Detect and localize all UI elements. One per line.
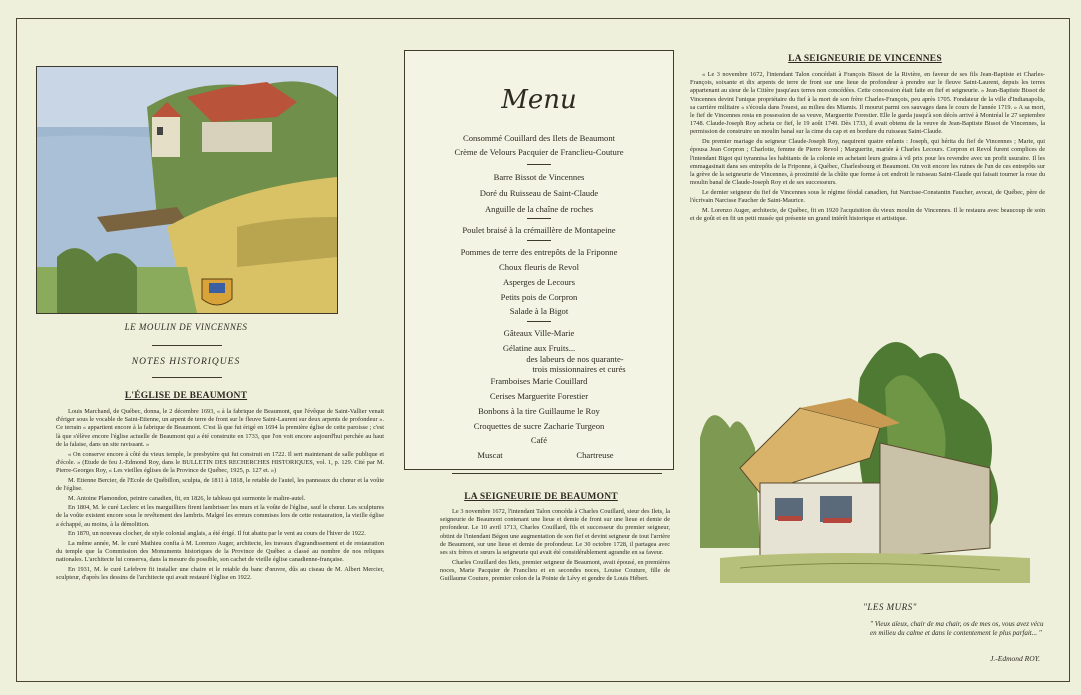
seigneurie-vincennes-text — [690, 71, 1045, 293]
menu-item: Pommes de terre des entrepôts de la Friponne — [460, 247, 618, 257]
menu-title: Menu — [501, 85, 577, 115]
les-murs-drawing — [700, 318, 1040, 593]
les-murs-caption: "LES MURS" — [863, 602, 917, 612]
menu-item: trois missionnaires et curés — [532, 364, 626, 374]
paragraph: En 1804, M. le curé Leclerc et les marguilliers firent lambrisser les murs et la voûte de l'église, sauf le chœur. Les sculptures de la voûte existent encore sous le revêtement des lambris. Malgré les erreurs commises lors de cette restauration, la vieille église a échappé, au moins, à la démolition. — [56, 504, 384, 528]
left-rule-top — [152, 345, 222, 346]
menu-item: Consommé Couillard des Ilets de Beaumont — [462, 133, 616, 143]
les-murs-illustration — [700, 318, 1040, 593]
menu-separator — [527, 321, 551, 322]
paragraph: La même année, M. le curé Mathieu confia à M. Lorenzo Auger, architecte, les travaux d'agrandissement et de restauration du temple que la Commission des Monuments historiques de la Province de Québec a classé au nombre de nos reliques nationales. L'architecte lui conserva, dans la mesure du possible, son cachet de vieille église canadienne-française. — [56, 540, 384, 564]
menu-item: Bonbons à la tire Guillaume le Roy — [478, 406, 600, 416]
menu-item: Doré du Ruisseau de Saint-Claude — [479, 188, 599, 198]
paragraph: « Le 3 novembre 1672, l'intendant Talon concédait à François Bissot de la Rivière, en faveur de ses fils Jean-Baptiste et Charles-François, soixante et dix arpents de terre de front sur une lieue de profondeur à prendre sur le fleuve Saint-Laurent, depuis les terres appartenant au sieur de la Citière jusqu'aux terres non concédées. Cette concession était faite en fief et seigneurie. » Jean-Baptiste Bissot de Vincennes devint l'unique propriétaire du fief à la mort de son frère Charles-François, peu après 1705. Fondateur de la ville d'Indianapolis, sa carrière militaire « s'écoula dans l'ouest, au milieu des Miamis. Il mourut parmi ces sauvages dans le cours de l'année 1719. » A sa mort, le fief de Vincennes resta en possession de sa veuve, Marguerite Forestier. Elle le garda jusqu'à son décès arrivé à Montréal le 27 septembre 1748. Claude-Joseph Roy acheta ce fief, le 19 août 1749. Dès 1733, il avait obtenu de la veuve de Jean-Baptiste Bissot de Vincennes, la permission de construire un moulin banal sur la cime du cap et en bordure du ruisseau Saint-Claude. — [690, 71, 1045, 136]
menu-item: Framboises Marie Couillard — [490, 376, 588, 386]
menu-item: Gélatine aux Fruits... — [502, 343, 576, 353]
moulin-drawing — [37, 67, 337, 313]
eglise-heading: L'ÉGLISE DE BEAUMONT — [124, 391, 248, 401]
menu-item-chartreuse: Chartreuse — [576, 450, 614, 460]
menu-item: Salade à la Bigot — [509, 306, 569, 316]
menu-item: Barre Bissot de Vincennes — [493, 172, 585, 182]
menu-item: Café — [530, 435, 548, 445]
roy-quote-author: J.-Edmond ROY. — [990, 654, 1040, 663]
menu-separator — [527, 240, 551, 241]
paragraph: En 1931, M. le curé Lefebvre fit installer une chaire et le retable du banc d'œuvre, dûs au ciseau de M. Albert Mercier, sculpteur, d'après les dessins de l'architecte qui avait restauré l'église en 1922. — [56, 566, 384, 582]
paragraph: Le dernier seigneur du fief de Vincennes sous le régime féodal canadien, fut Narcisse-Constantin Faucher, avocat, de Québec, père de l'écrivain Narcisse Faucher de Saint-Maurice. — [690, 188, 1045, 205]
paragraph: Louis Marchand, de Québec, donna, le 2 décembre 1693, « à la fabrique de Beaumont, que l'évêque de Saint-Vallier venait d'ériger sous le vocable de Saint-Etienne, un arpent de terre de front sur le fleuve Saint-Laurent sur deux arpents de profondeur ». Ce terrain « appartient encore à la fabrique de Beaumont. C'est là que fut érigé en 1694 la première église de cette paroisse ; c'est là que s'élève encore l'église actuelle de Beaumont qui a été construite en 1733, que l'on voit encore aujourd'hui perchée au haut de la falaise, dans un site ravissant. » — [56, 408, 384, 448]
paragraph: M. Lorenzo Auger, architecte, de Québec, fit en 1920 l'acquisition du vieux moulin de Vincennes. Il le restaura avec beaucoup de soin et de goût et en fit un petit musée qui présente un grand intérêt historique et artistique. — [690, 206, 1045, 222]
notes-title: NOTES HISTORIQUES — [131, 357, 241, 367]
paragraph: « On conserve encore à côté du vieux temple, le presbytère qui fut construit en 1722. Il sert maintenant de salle publique et d'école. » (Etude de feu J.-Edmond Roy, dans le BULLETIN DES RECHERCHES HISTORIQUES, vol. 1, p. 129. Cité par M. Pierre-Georges Roy, « Les vieilles églises de la Province de Québec, 1925, p. 127 et. ») — [56, 450, 384, 474]
menu-item: Anguille de la chaîne de roches — [484, 204, 594, 214]
moulin-illustration — [36, 66, 338, 314]
menu-separator — [527, 218, 551, 219]
menu-item: Cerises Marguerite Forestier — [489, 391, 589, 401]
menu-item: Gâteaux Ville-Marie — [503, 328, 575, 338]
menu-item: Poulet braisé à la crémaillère de Montapeine — [462, 225, 616, 235]
paragraph: Le 3 novembre 1672, l'intendant Talon concéda à Charles Couillard, sieur des Ilets, la seigneurie de Beaumont contenant une lieue et demie de front sur une lieue et demie de profondeur. Le 10 avril 1713, Charles Couillard, fils et successeur du premier seigneur, obtint de l'intendant Bégon une augmentation de son fief et devint seigneur de tout l'arrière de Beaumont, sur une lieue et demie de profondeur. Le 30 octobre 1728, il partagea avec ses six frères et sœurs la seigneurie qui avait été considérablement agrandie en sa faveur. — [440, 508, 670, 557]
paragraph: M. Antoine Plamondon, peintre canadien, fit, en 1826, le tableau qui surmonte le maître-autel. — [68, 494, 306, 502]
paragraph: Charles Couillard des Ilets, premier seigneur de Beaumont, avait épousé, en premières noces, Marie Pacquier de Franclieu et en secondes noces, Louise Couture, fille de Guillaume Couture, premier colon de la Pointe de Lévy et gendre de Louis Hébert. — [440, 558, 670, 583]
menu-item: des labeurs de nos quarante- — [526, 354, 624, 364]
menu-item: Asperges de Lecours — [503, 277, 575, 287]
roy-quote: " Vieux aïeux, chair de ma chair, os de mes os, vous avez vécu en milieu du calme et dans le contentement le plus parfait... " — [870, 620, 1044, 637]
paragraph: M. Etienne Bercier, de l'Ecole de Québillon, sculpta, de 1811 à 1818, le retable de l'autel, les panneaux du chœur et la voûte de l'église. — [56, 476, 384, 492]
seigneurie-beaumont-heading: LA SEIGNEURIE DE BEAUMONT — [464, 492, 618, 502]
menu-box — [404, 50, 674, 470]
paragraph: En 1870, un nouveau clocher, de style colonial anglais, a été érigé. Il fut abattu par le vent au cours de l'hiver de 1922. — [68, 530, 366, 538]
seigneurie-vincennes-heading: LA SEIGNEURIE DE VINCENNES — [788, 54, 942, 64]
menu-separator — [527, 164, 551, 165]
menu-item: Croquettes de sucre Zacharie Turgeon — [473, 421, 605, 431]
middle-rule — [452, 473, 662, 474]
menu-item-muscat: Muscat — [477, 450, 503, 460]
moulin-caption: LE MOULIN DE VINCENNES — [124, 322, 248, 332]
seigneurie-beaumont-text — [440, 508, 670, 648]
menu-item: Petits pois de Corpron — [500, 292, 578, 302]
left-rule-bottom — [152, 377, 222, 378]
eglise-text — [56, 408, 384, 670]
menu-item: Choux fleuris de Revol — [499, 262, 579, 272]
paragraph: Du premier mariage du seigneur Claude-Joseph Roy, naquirent quatre enfants : Joseph, qui hérita du fief de Vincennes ; Marie, qui épousa Jean Corpron ; Charlotte, femme de Pierre Revol ; Marguerite, mariée à Charles Lecours. Corpron et Revol furent complices de l'intendant Bigot qui tyrannisa les habitants de la colonie en achetant leurs grains à vil prix pour les revendre avec un profit usuraire. Il les emmagasinait dans ses entrepôts de la Friponne, à Québec, Charlesbourg et Beaumont. On voit encore les ruines de l'un de ces entrepôts sur la grève de la seigneurie de Vincennes, à proximité de la chûte que forme à cet endroit le ruisseau Saint-Claude qui faisait tourner la roue du moulin banal de Claude-Joseph Roy et de ses successeurs. — [690, 138, 1045, 187]
coat-of-arms-icon — [202, 279, 232, 305]
menu-item: Crème de Velours Pacquier de Franclieu-Couture — [454, 147, 624, 157]
